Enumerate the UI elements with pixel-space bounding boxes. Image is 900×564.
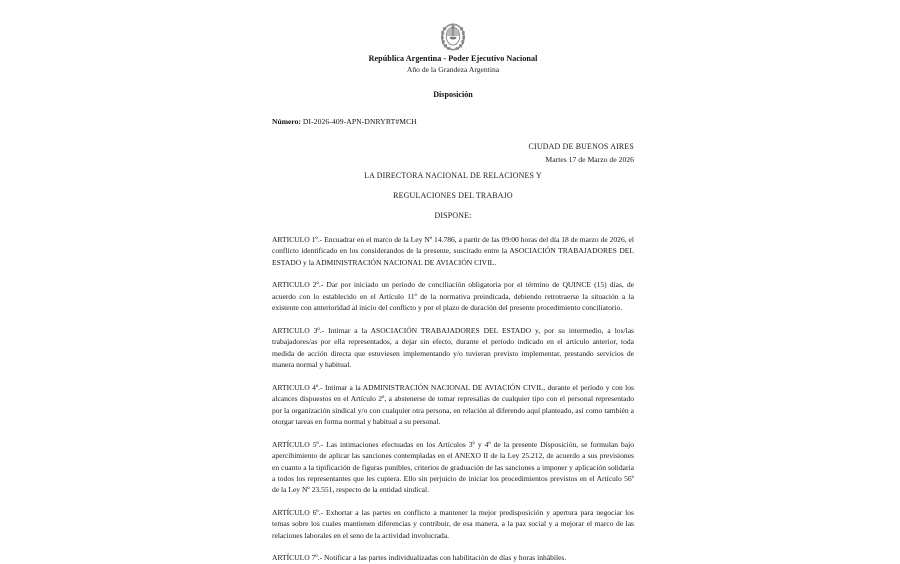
authority-line-2: REGULACIONES DEL TRABAJO [393, 191, 513, 200]
article-paragraph: ARTICULO 3º.- Intimar a la ASOCIACIÓN TRABAJADORES DEL ESTADO y, por su intermedio, a los/las trabajadores/as por ella representados, a dejar sin efecto, durante el período indicado en el artículo anterior, toda medida de acción directa que estuviesen implementando y/o tuvieran previsto implementar, prestando servicios de manera normal y habitual. [272, 325, 634, 370]
article-paragraph: ARTICULO 2º.- Dar por iniciado un período de conciliación obligatoria por el término de QUINCE (15) días, de acuerdo con lo establecido en el Artículo 11º de la normativa preindicada, debiendo retrotraerse la situación a la existente con anterioridad al inicio del conflicto y por el plazo de duración del presente procedimiento conciliatorio. [272, 280, 634, 313]
dispone-heading: DISPONE: [434, 211, 472, 220]
authority-line-1: LA DIRECTORA NACIONAL DE RELACIONES Y [364, 171, 542, 180]
date-line: Martes 17 de Marzo de 2026 [545, 155, 634, 164]
motto-line: Año de la Grandeza Argentina [406, 65, 500, 74]
article-paragraph: ARTICULO 4º.- Intimar a la ADMINISTRACIÓN NACIONAL DE AVIACIÓN CIVIL, durante el período y con los alcances dispuestos en el Artículo 2º, a abstenerse de tomar represalias de cualquier tipo con el personal representado por la organización sindical y/o con cualquier otra persona, en relación al diferendo aquí planteado, así como también a otorgar tareas en forma normal y habitual a su personal. [272, 382, 634, 427]
place-line: CIUDAD DE BUENOS AIRES [528, 142, 634, 151]
document-body [272, 0, 634, 564]
document-kind-heading: Disposición [433, 90, 473, 99]
article-paragraph: ARTÍCULO 7º.- Notificar a las partes individualizadas con habilitación de días y horas inhábiles. [272, 553, 567, 563]
articles-list [272, 234, 634, 564]
document-number-label: Número: [272, 117, 301, 126]
article-paragraph: ARTÍCULO 5º.- Las intimaciones efectuadas en los Artículos 3º y 4º de la presente Disposición, se formulan bajo apercibimiento de aplicar las sanciones contempladas en el ANEXO II de la Ley 25.212, de acuerdo a sus previsiones en cuanto a la tipificación de figuras punibles, criterios de graduación de las sanciones a imponer y aplicación solidaria a todos los representantes que les cupiera. Ello sin perjuicio de iniciar los procedimientos previstos en el Artículo 56º de la Ley Nº 23.551, respecto de la entidad sindical. [272, 439, 634, 495]
article-paragraph: ARTÍCULO 6º.- Exhortar a las partes en conflicto a mantener la mejor predisposición y apertura para negociar los temas sobre los cuales mantienen diferencias y contribuir, de esa manera, a la paz social y a mejorar el marco de las relaciones laborales en el seno de la actividad involucrada. [272, 507, 634, 540]
document-number-row [272, 117, 634, 126]
crest-container [272, 0, 634, 51]
argentina-coat-of-arms-icon [440, 22, 466, 51]
document-number-value: DI-2026-409-APN-DNRYRT#MCH [302, 117, 417, 126]
article-paragraph: ARTICULO 1º.- Encuadrar en el marco de la Ley Nº 14.786, a partir de las 09:00 horas del día 18 de marzo de 2026, el conflicto identificado en los considerandos de la presente, suscitado entre la ASOCIACIÓN TRABAJADORES DEL ESTADO y la ADMINISTRACIÓN NACIONAL DE AVIACIÓN CIVIL. [272, 235, 634, 267]
organization-line: República Argentina - Poder Ejecutivo Nacional [368, 54, 538, 63]
